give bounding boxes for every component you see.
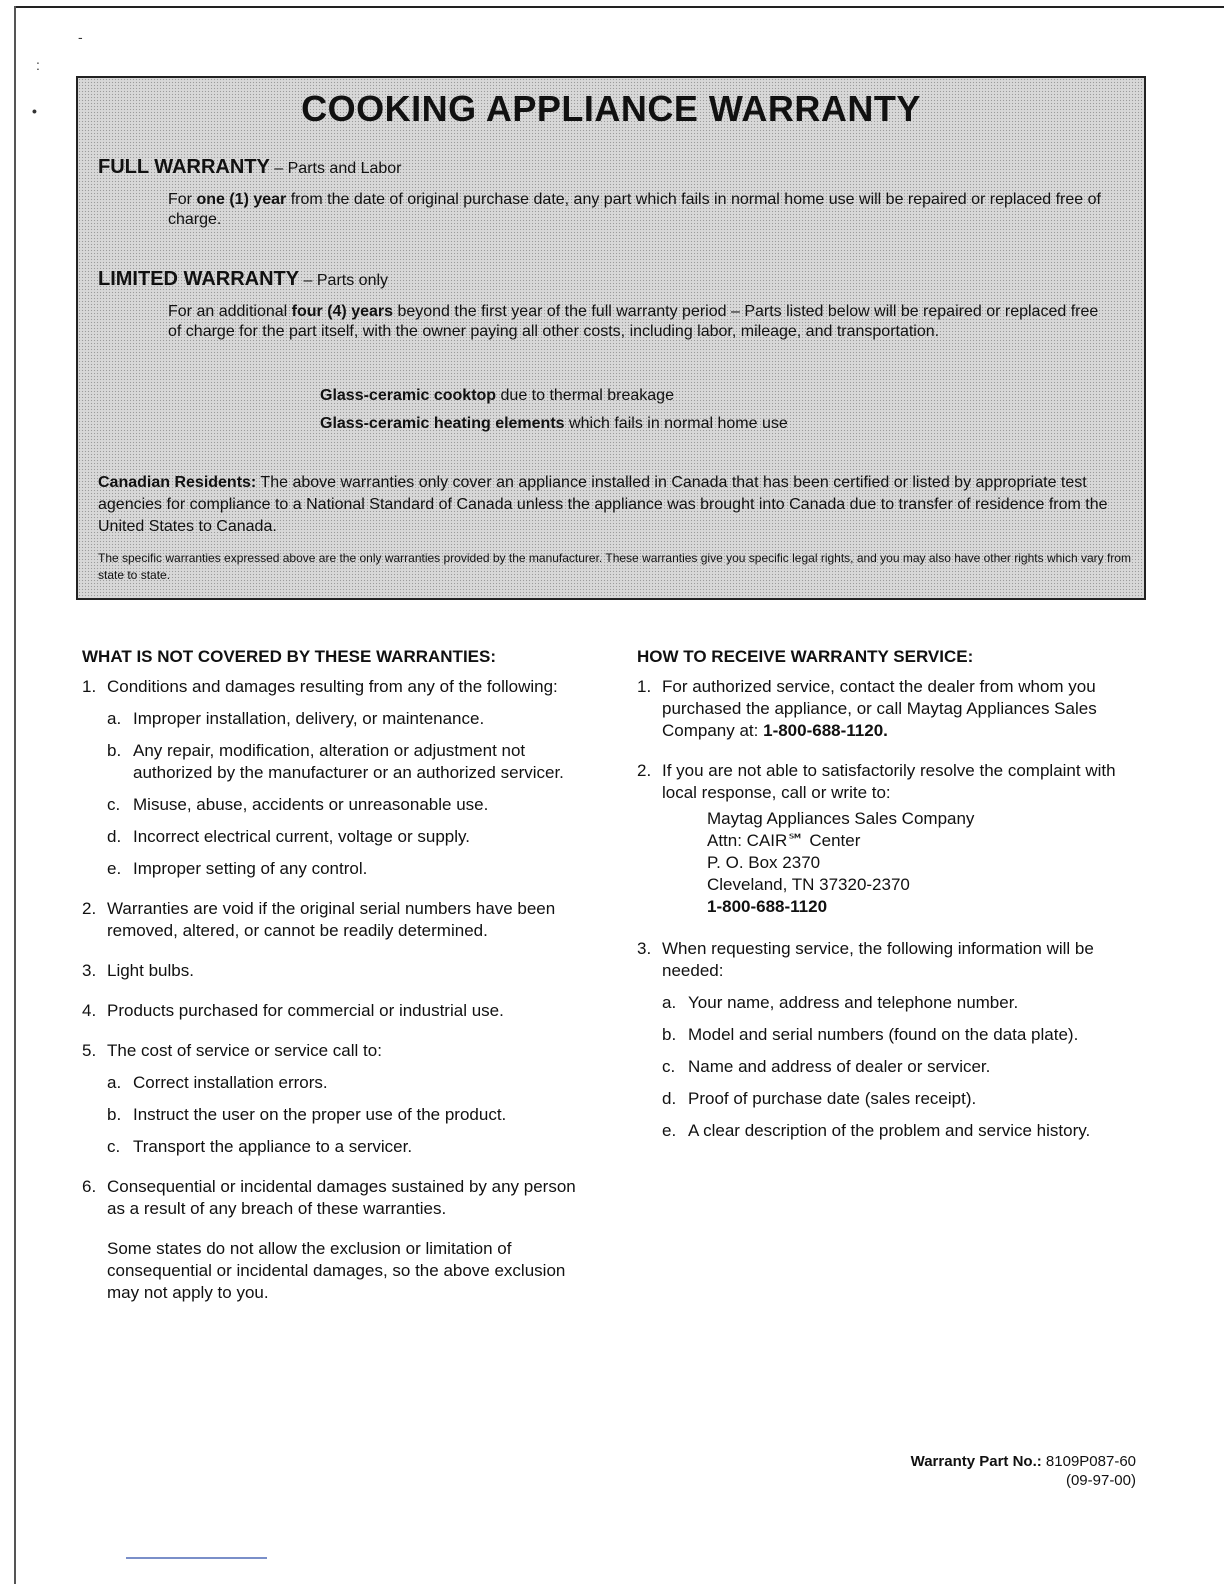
page-title: COOKING APPLIANCE WARRANTY: [301, 88, 921, 129]
sub-list-item-text: Misuse, abuse, accidents or unreasonable use.: [133, 795, 489, 814]
limited-warranty-text-post: beyond the first year of the full warranty period – Parts listed below will be repaired or replaced free of charge for the part itself, with the owner paying all other costs, including labor, mileage, and transportation.: [168, 303, 1099, 340]
list-item: 2. If you are not able to satisfactorily resolve the complaint with local response, call or write to:: [637, 760, 1147, 804]
covered-part-condition: due to thermal breakage: [496, 387, 674, 404]
list-item: 2. Warranties are void if the original serial numbers have been removed, altered, or cannot be readily determined.: [82, 898, 592, 942]
not-covered-heading: WHAT IS NOT COVERED BY THESE WARRANTIES:: [82, 647, 497, 666]
canadian-residents-text: The above warranties only cover an appliance installed in Canada that has been certified or listed by appropriate test agencies for compliance to a National Standard of Canada unless the appliance was brought into Canada due to transfer of residence from the United States to Canada.: [98, 474, 1108, 535]
warranty-summary-box: [76, 76, 1146, 600]
address-po-box: P. O. Box 2370: [707, 853, 821, 872]
list-item: 4. Products purchased for commercial or industrial use.: [82, 1000, 592, 1022]
full-warranty-subtitle: – Parts and Labor: [269, 160, 402, 177]
legal-rights-small-print: The specific warranties expressed above are the only warranties provided by the manufacturer. These warranties give you specific legal rights, and you may also have other rights which vary from state to state.: [98, 551, 1131, 582]
list-item: 1. For authorized service, contact the dealer from whom you purchased the appliance, or call Maytag Appliances Sales Company at: 1-800-688-1120.: [637, 676, 1147, 742]
sub-list-item: d. Incorrect electrical current, voltage or supply.: [107, 826, 592, 848]
list-item: 3. When requesting service, the following information will be needed:: [637, 938, 1147, 982]
covered-part-item: [320, 414, 788, 434]
full-warranty-text-post: from the date of original purchase date, any part which fails in normal home use will be repaired or replaced free of charge.: [168, 191, 1101, 228]
list-item-text: When requesting service, the following information will be needed:: [662, 939, 1094, 980]
sub-list-item-text: Improper installation, delivery, or maintenance.: [133, 709, 485, 728]
sub-list-item: b. Model and serial numbers (found on the data plate).: [662, 1024, 1147, 1046]
scan-speck: :: [36, 57, 40, 73]
limited-warranty-heading: [98, 268, 388, 291]
address-city: Cleveland, TN 37320-2370: [707, 875, 910, 894]
sub-list-item: c. Misuse, abuse, accidents or unreasonable use.: [107, 794, 592, 816]
exclusion-note: Some states do not allow the exclusion or limitation of consequential or incidental damages, so the above exclusion may not apply to you.: [107, 1239, 566, 1302]
sub-list-item-text: Proof of purchase date (sales receipt).: [688, 1089, 977, 1108]
list-item-text: If you are not able to satisfactorily resolve the complaint with local response, call or write to:: [662, 761, 1116, 802]
limited-warranty-term: four (4) years: [291, 303, 394, 320]
sub-list-item-text: Correct installation errors.: [133, 1073, 328, 1092]
sub-list-item-text: Improper setting of any control.: [133, 859, 368, 878]
sub-list-item: b. Any repair, modification, alteration or adjustment not authorized by the manufacturer or an authorized servicer.: [107, 740, 592, 784]
page-left-rule: [14, 6, 16, 1584]
limited-warranty-text-pre: For an additional: [168, 303, 292, 320]
covered-part-condition: which fails in normal home use: [564, 415, 788, 432]
sub-list-item: d. Proof of purchase date (sales receipt).: [662, 1088, 1147, 1110]
scan-speck: •: [32, 103, 37, 119]
sub-list-item-text: Any repair, modification, alteration or adjustment not authorized by the manufacturer or an authorized servicer.: [133, 741, 564, 782]
list-item-text: Warranties are void if the original serial numbers have been removed, altered, or cannot be readily determined.: [107, 899, 556, 940]
sub-list-item: c. Name and address of dealer or servicer.: [662, 1056, 1147, 1078]
full-warranty-heading: [98, 156, 401, 179]
service-phone-number: 1-800-688-1120.: [763, 721, 888, 740]
sub-list-item-text: Name and address of dealer or servicer.: [688, 1057, 991, 1076]
part-number-date: (09-97-00): [1065, 1472, 1136, 1489]
address-company: Maytag Appliances Sales Company: [707, 809, 975, 828]
sub-list-item: a. Your name, address and telephone number.: [662, 992, 1147, 1014]
list-item: 5. The cost of service or service call to:: [82, 1040, 592, 1062]
list-item: 3. Light bulbs.: [82, 960, 592, 982]
sub-list-item: a. Correct installation errors.: [107, 1072, 592, 1094]
covered-part-item: [320, 386, 674, 406]
full-warranty-text-pre: For: [168, 191, 197, 208]
warranty-service-heading: HOW TO RECEIVE WARRANTY SERVICE:: [637, 647, 974, 666]
not-covered-section: [82, 646, 592, 1304]
list-item-text: Light bulbs.: [107, 961, 194, 980]
scan-speck: -: [78, 29, 83, 45]
full-warranty-term: one (1) year: [196, 191, 287, 208]
list-item-text: Products purchased for commercial or industrial use.: [107, 1001, 504, 1020]
warranty-service-section: [637, 646, 1147, 1152]
sub-list-item: c. Transport the appliance to a servicer.: [107, 1136, 592, 1158]
address-phone-number: 1-800-688-1120: [707, 897, 828, 916]
full-warranty-title: FULL WARRANTY: [98, 156, 270, 178]
full-warranty-text: [168, 190, 1108, 230]
limited-warranty-subtitle: – Parts only: [299, 272, 389, 289]
list-item-text: The cost of service or service call to:: [107, 1041, 382, 1060]
address-attention: Attn: CAIR℠ Center: [707, 831, 861, 850]
canadian-residents-notice: [98, 472, 1128, 538]
page-top-rule: [14, 6, 1224, 8]
bottom-rule-mark: [126, 1557, 267, 1559]
canadian-residents-label: Canadian Residents:: [98, 474, 257, 491]
list-item-text: Conditions and damages resulting from any of the following:: [107, 677, 558, 696]
covered-part-name: Glass-ceramic heating elements: [320, 415, 565, 432]
sub-list-item-text: Transport the appliance to a servicer.: [133, 1137, 413, 1156]
part-number-label: Warranty Part No.:: [910, 1453, 1042, 1470]
sub-list-item-text: Instruct the user on the proper use of the product.: [133, 1105, 507, 1124]
sub-list-item-text: A clear description of the problem and service history.: [688, 1121, 1091, 1140]
sub-list-item: b. Instruct the user on the proper use of the product.: [107, 1104, 592, 1126]
sub-list-item: e. Improper setting of any control.: [107, 858, 592, 880]
sub-list-item: a. Improper installation, delivery, or maintenance.: [107, 708, 592, 730]
limited-warranty-text: [168, 302, 1108, 342]
list-item: 1. Conditions and damages resulting from any of the following:: [82, 676, 592, 698]
sub-list-item-text: Model and serial numbers (found on the data plate).: [688, 1025, 1079, 1044]
list-item-text: [662, 676, 1147, 742]
list-item-text: Consequential or incidental damages sustained by any person as a result of any breach of these warranties.: [107, 1177, 576, 1218]
sub-list-item-text: Your name, address and telephone number.: [688, 993, 1019, 1012]
warranty-part-number: [911, 1452, 1136, 1490]
service-contact-text: For authorized service, contact the dealer from whom you purchased the appliance, or call Maytag Appliances Sales Company at:: [662, 677, 1097, 740]
list-item: 6. Consequential or incidental damages sustained by any person as a result of any breach of these warranties.: [82, 1176, 592, 1220]
part-number-value: 8109P087-60: [1041, 1453, 1136, 1470]
covered-part-name: Glass-ceramic cooktop: [320, 387, 497, 404]
sub-list-item-text: Incorrect electrical current, voltage or supply.: [133, 827, 470, 846]
limited-warranty-title: LIMITED WARRANTY: [98, 268, 300, 290]
sub-list-item: e. A clear description of the problem and service history.: [662, 1120, 1147, 1142]
mailing-address: [707, 808, 1147, 918]
